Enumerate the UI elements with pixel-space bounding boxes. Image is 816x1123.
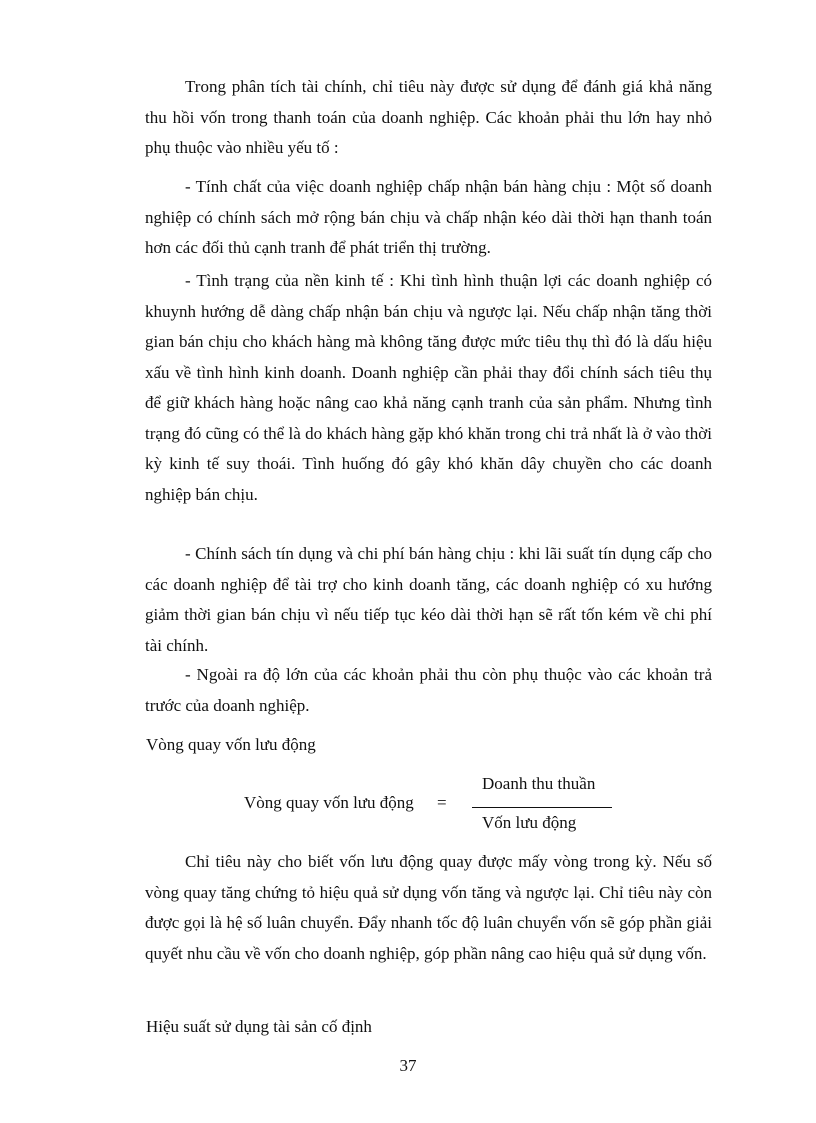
formula-label: Vòng quay vốn lưu động xyxy=(244,793,414,812)
paragraph-receivables-intro: Trong phân tích tài chính, chỉ tiêu này được sử dụng để đánh giá khả năng thu hồi vốn trong thanh toán của doanh nghiệp. Các khoản phải thu lớn hay nhỏ phụ thuộc vào nhiều yếu tố : xyxy=(145,77,712,157)
paragraph-prepayments: - Ngoài ra độ lớn của các khoản phải thu còn phụ thuộc vào các khoản trả trước của doanh nghiệp. xyxy=(145,665,712,715)
page-number: 37 xyxy=(399,1056,417,1075)
heading-fixed-asset-efficiency: Hiệu suất sử dụng tài sản cố định xyxy=(146,1017,372,1036)
paragraph-turnover-explanation: Chỉ tiêu này cho biết vốn lưu động quay được mấy vòng trong kỳ. Nếu số vòng quay tăng chứng tỏ hiệu quả sử dụng vốn tăng và ngược lại. Chỉ tiêu này còn được gọi là hệ số luân chuyển. Đẩy nhanh tốc độ luân chuyển vốn sẽ góp phần giải quyết nhu cầu về vốn cho doanh nghiệp, góp phần nâng cao hiệu quả sử dụng vốn. xyxy=(145,852,712,963)
fraction-bar xyxy=(472,807,612,808)
paragraph-credit-sales-nature: - Tính chất của việc doanh nghiệp chấp nhận bán hàng chịu : Một số doanh nghiệp có chính sách mở rộng bán chịu và chấp nhận kéo dài thời hạn thanh toán hơn các đối thủ cạnh tranh để phát triển thị trường. xyxy=(145,177,712,257)
paragraph-credit-policy: - Chính sách tín dụng và chi phí bán hàng chịu : khi lãi suất tín dụng cấp cho các doanh nghiệp để tài trợ cho kinh doanh tăng, các doanh nghiệp có xu hướng giảm thời gian bán chịu vì nếu tiếp tục kéo dài thời hạn sẽ rất tốn kém về chi phí tài chính. xyxy=(145,544,712,655)
heading-working-capital-turnover: Vòng quay vốn lưu động xyxy=(146,735,316,754)
formula-numerator: Doanh thu thuần xyxy=(482,774,596,793)
formula-equals-sign: = xyxy=(437,793,447,812)
formula-denominator: Vốn lưu động xyxy=(482,813,577,832)
paragraph-economic-condition: - Tình trạng của nền kinh tế : Khi tình hình thuận lợi các doanh nghiệp có khuynh hướng dễ dàng chấp nhận bán chịu và ngược lại. Nếu chấp nhận tăng thời gian bán chịu cho khách hàng mà không tăng được mức tiêu thụ thì đó là dấu hiệu xấu về tình hình kinh doanh. Doanh nghiệp cần phải thay đổi chính sách tiêu thụ để giữ khách hàng hoặc nâng cao khả năng cạnh tranh của sản phẩm. Nhưng tình trạng đó cũng có thể là do khách hàng gặp khó khăn trong chi trả nhất là ở vào thời kỳ kinh tế suy thoái. Tình huống đó gây khó khăn dây chuyền cho các doanh nghiệp bán chịu. xyxy=(145,271,712,504)
